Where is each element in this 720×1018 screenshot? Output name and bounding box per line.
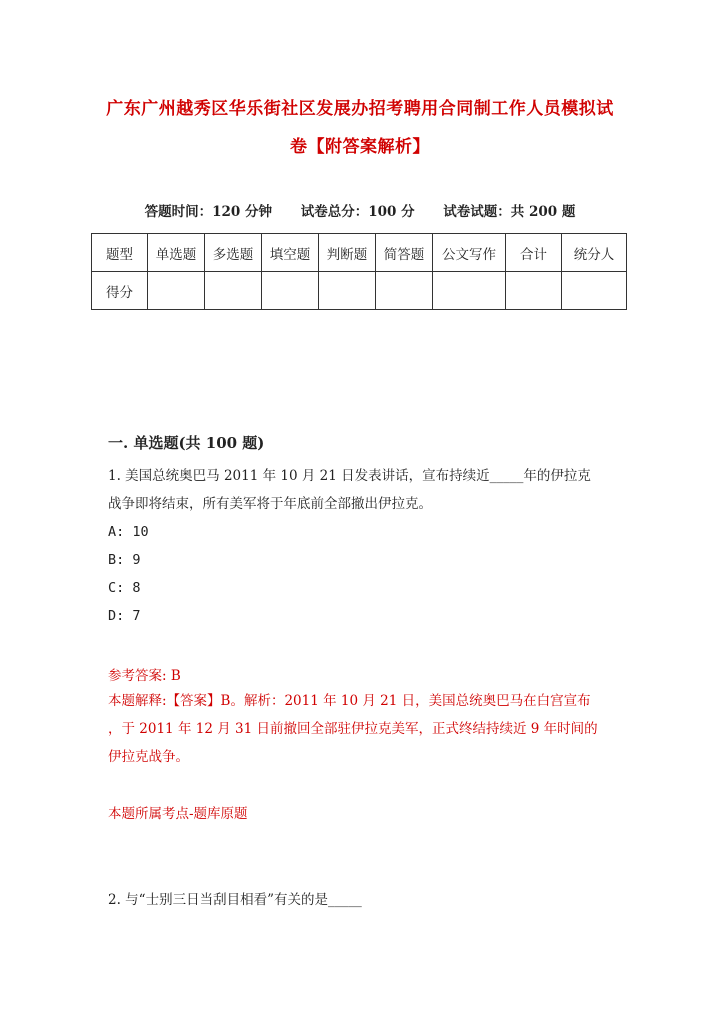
score-cell[interactable]	[205, 272, 262, 310]
explanation-line3: 伊拉克战争。	[108, 749, 189, 765]
question-source: 本题所属考点-题库原题	[108, 806, 248, 822]
exam-question-count: 试卷试题：共 200 题	[443, 204, 576, 220]
score-cell[interactable]	[319, 272, 376, 310]
exam-time: 答题时间：120 分钟	[144, 204, 272, 220]
header-cell: 填空题	[262, 234, 319, 272]
row-label: 得分	[92, 272, 148, 310]
header-cell: 合计	[506, 234, 562, 272]
header-cell: 公文写作	[433, 234, 506, 272]
header-cell: 判断题	[319, 234, 376, 272]
option-b: B: 9	[108, 552, 141, 568]
exam-meta	[0, 200, 720, 220]
answer-text: 参考答案: B	[108, 668, 181, 684]
document-title-line1: 广东广州越秀区华乐街社区发展办招考聘用合同制工作人员模拟试	[106, 99, 614, 119]
document-title-line2: 卷【附答案解析】	[290, 137, 430, 157]
header-cell: 统分人	[562, 234, 627, 272]
header-cell: 简答题	[376, 234, 433, 272]
score-cell[interactable]	[506, 272, 562, 310]
header-cell: 单选题	[148, 234, 205, 272]
question-1-line2: 战争即将结束，所有美军将于年底前全部撤出伊拉克。	[108, 496, 432, 512]
score-cell[interactable]	[562, 272, 627, 310]
score-table	[91, 233, 627, 310]
score-table-header-row	[92, 234, 627, 272]
score-cell[interactable]	[433, 272, 506, 310]
question-2-line1: 2. 与“士别三日当刮目相看”有关的是_____	[108, 892, 362, 908]
explanation-line1: 本题解释:【答案】B。解析：2011 年 10 月 21 日，美国总统奥巴马在白宫宣布	[108, 693, 591, 709]
option-a: A: 10	[108, 524, 149, 540]
section-title: 一. 单选题(共 100 题)	[108, 434, 265, 452]
option-d: D: 7	[108, 608, 141, 624]
question-1-line1: 1. 美国总统奥巴马 2011 年 10 月 21 日发表讲话，宣布持续近_____年的伊拉克	[108, 468, 591, 484]
header-cell: 题型	[92, 234, 148, 272]
score-table-score-row	[92, 272, 627, 310]
score-cell[interactable]	[262, 272, 319, 310]
header-cell: 多选题	[205, 234, 262, 272]
option-c: C: 8	[108, 580, 141, 596]
exam-total-score: 试卷总分：100 分	[300, 204, 415, 220]
score-cell[interactable]	[148, 272, 205, 310]
explanation-line2: ，于 2011 年 12 月 31 日前撤回全部驻伊拉克美军，正式终结持续近 9 年时间的	[108, 721, 598, 737]
score-cell[interactable]	[376, 272, 433, 310]
